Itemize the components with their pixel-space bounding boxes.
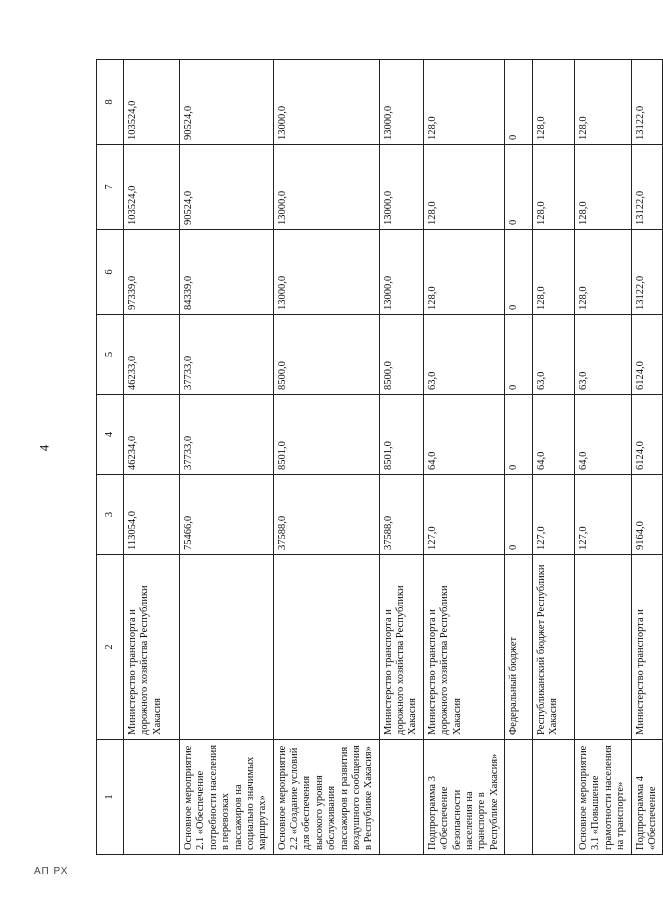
table-row	[631, 60, 663, 855]
responsible-cell	[575, 555, 632, 740]
row-label-cell	[505, 740, 533, 855]
responsible-cell: Федеральный бюджет	[505, 555, 533, 740]
amount-cell: 13000,0	[273, 145, 379, 230]
row-label-cell	[124, 740, 180, 855]
amount-cell: 128,0	[423, 145, 504, 230]
amount-cell: 13000,0	[379, 145, 423, 230]
amount-cell: 128,0	[423, 230, 504, 315]
table-row	[273, 60, 379, 855]
amount-cell: 9164,0	[631, 475, 663, 555]
amount-cell: 128,0	[533, 230, 575, 315]
header-row	[97, 60, 124, 855]
amount-cell: 46233,0	[124, 315, 180, 395]
amount-cell: 97339,0	[124, 230, 180, 315]
responsible-cell: Республиканский бюджет Республики Хакасия	[533, 555, 575, 740]
amount-cell: 90524,0	[180, 145, 274, 230]
amount-cell: 13000,0	[273, 60, 379, 145]
amount-cell: 37588,0	[273, 475, 379, 555]
row-label-cell	[379, 740, 423, 855]
responsible-cell	[180, 555, 274, 740]
amount-cell: 128,0	[575, 230, 632, 315]
amount-cell: 113054,0	[124, 475, 180, 555]
table-row	[180, 60, 274, 855]
archive-stamp: АП РХ	[34, 866, 69, 877]
responsible-cell: Министерство транспорта и дорожного хозяйства Республики Хакасия	[124, 555, 180, 740]
header-cell: 8	[97, 60, 124, 145]
amount-cell: 75466,0	[180, 475, 274, 555]
row-label-cell: Подпрограмма 4 «Обеспечение	[631, 740, 663, 855]
amount-cell: 37588,0	[379, 475, 423, 555]
responsible-cell: Министерство транспорта и	[631, 555, 663, 740]
amount-cell: 128,0	[423, 60, 504, 145]
row-label-cell	[533, 740, 575, 855]
amount-cell: 128,0	[533, 60, 575, 145]
table-row	[379, 60, 423, 855]
page-number: 4	[36, 444, 52, 452]
budget-table	[96, 59, 663, 855]
row-label-cell: Основное мероприятие 2.1 «Обеспечение потребности населения в перевозках пассажиров на социально значимых маршрутах»	[180, 740, 274, 855]
table-row	[505, 60, 533, 855]
header-cell: 7	[97, 145, 124, 230]
amount-cell: 0	[505, 395, 533, 475]
budget-table-container	[96, 60, 658, 855]
amount-cell: 0	[505, 60, 533, 145]
amount-cell: 13000,0	[379, 230, 423, 315]
header-cell: 2	[97, 555, 124, 740]
amount-cell: 63,0	[575, 315, 632, 395]
table-row	[575, 60, 632, 855]
table-row	[124, 60, 180, 855]
amount-cell: 37733,0	[180, 395, 274, 475]
amount-cell: 64,0	[423, 395, 504, 475]
row-label-cell: Основное мероприятие 2.2 «Создание условий для обеспечения высокого уровня обслуживания пассажиров и развития воздушного сообщения в Республике Хакасия»	[273, 740, 379, 855]
amount-cell: 64,0	[575, 395, 632, 475]
header-cell: 6	[97, 230, 124, 315]
responsible-cell: Министерство транспорта и дорожного хозяйства Республики Хакасия	[423, 555, 504, 740]
amount-cell: 8500,0	[379, 315, 423, 395]
amount-cell: 0	[505, 145, 533, 230]
amount-cell: 13000,0	[379, 60, 423, 145]
header-cell: 4	[97, 395, 124, 475]
amount-cell: 127,0	[533, 475, 575, 555]
amount-cell: 63,0	[423, 315, 504, 395]
amount-cell: 103524,0	[124, 145, 180, 230]
amount-cell: 103524,0	[124, 60, 180, 145]
responsible-cell	[273, 555, 379, 740]
table-row	[423, 60, 504, 855]
table-row	[533, 60, 575, 855]
amount-cell: 8501,0	[273, 395, 379, 475]
amount-cell: 64,0	[533, 395, 575, 475]
header-cell: 5	[97, 315, 124, 395]
amount-cell: 6124,0	[631, 395, 663, 475]
amount-cell: 63,0	[533, 315, 575, 395]
amount-cell: 13122,0	[631, 230, 663, 315]
amount-cell: 6124,0	[631, 315, 663, 395]
amount-cell: 84339,0	[180, 230, 274, 315]
header-cell: 3	[97, 475, 124, 555]
row-label-cell: Основное мероприятие 3.1 «Повышение грамотности населения на транспорте»	[575, 740, 632, 855]
amount-cell: 8500,0	[273, 315, 379, 395]
amount-cell: 90524,0	[180, 60, 274, 145]
amount-cell: 127,0	[575, 475, 632, 555]
amount-cell: 127,0	[423, 475, 504, 555]
amount-cell: 0	[505, 315, 533, 395]
amount-cell: 8501,0	[379, 395, 423, 475]
row-label-cell: Подпрограмма 3 «Обеспечение безопасности населения на транспорте в Республике Хакасия»	[423, 740, 504, 855]
amount-cell: 128,0	[575, 60, 632, 145]
amount-cell: 13000,0	[273, 230, 379, 315]
amount-cell: 128,0	[575, 145, 632, 230]
amount-cell: 46234,0	[124, 395, 180, 475]
responsible-cell: Министерство транспорта и дорожного хозяйства Республики Хакасия	[379, 555, 423, 740]
amount-cell: 128,0	[533, 145, 575, 230]
amount-cell: 0	[505, 475, 533, 555]
amount-cell: 13122,0	[631, 60, 663, 145]
header-cell: 1	[97, 740, 124, 855]
amount-cell: 37733,0	[180, 315, 274, 395]
amount-cell: 0	[505, 230, 533, 315]
amount-cell: 13122,0	[631, 145, 663, 230]
